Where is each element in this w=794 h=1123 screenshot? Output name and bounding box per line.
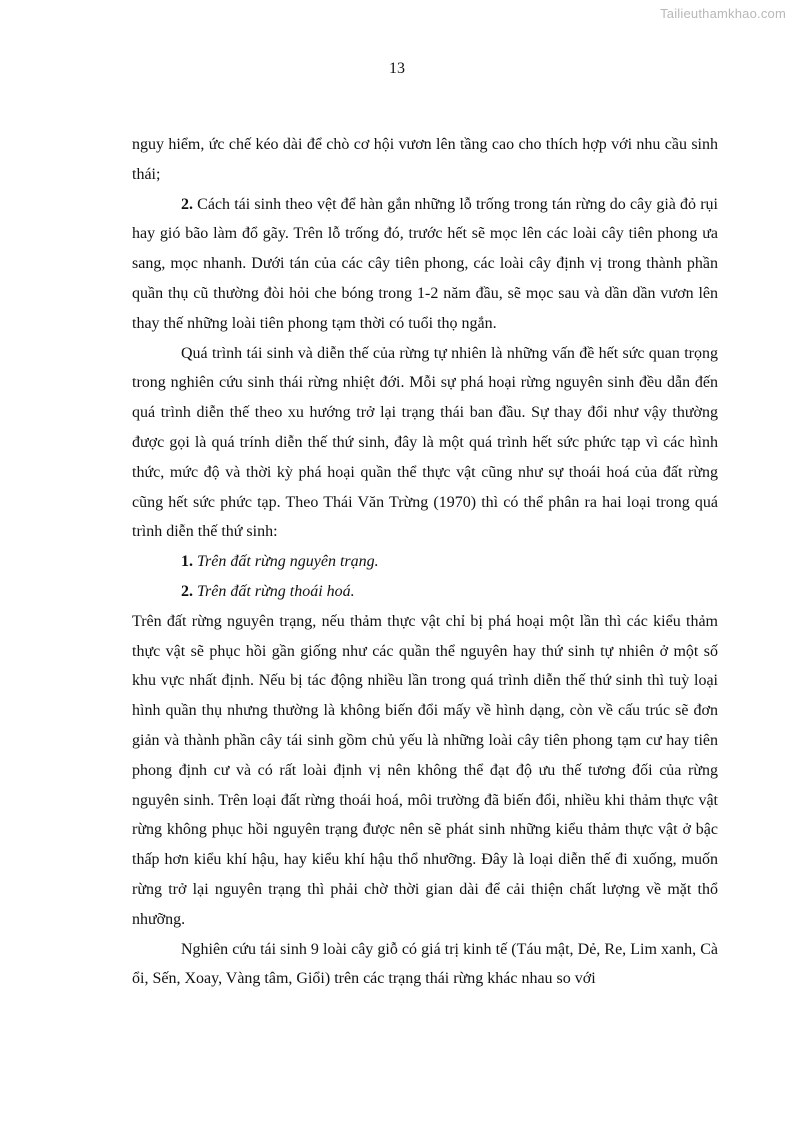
paragraph-number: 2. bbox=[181, 195, 193, 213]
list-item-text: Trên đất rừng thoái hoá. bbox=[193, 582, 355, 600]
paragraph-regeneration-gap bbox=[132, 190, 718, 339]
page-number: 13 bbox=[389, 60, 405, 77]
paragraph-intact-soil-details: Trên đất rừng nguyên trạng, nếu thảm thực vật chỉ bị phá hoại một lần thì các kiểu thảm thực vật sẽ phục hồi gần giống như các quần thể nguyên hay thứ sinh tự nhiên ở một số khu vực nhất định. Nếu bị tác động nhiều lần trong quá trình diễn thế thứ sinh thì tuỳ loại hình quần thụ nhưng thường là không biến đổi mấy về hình dạng, còn về cấu trúc sẽ đơn giản và thành phần cây tái sinh gồm chủ yếu là những loài cây tiên phong tạm cư hay tiên phong định cư và có rất loài định vị nên không thể đạt độ ưu thế tương đối của rừng nguyên sinh. Trên loại đất rừng thoái hoá, môi trường đã biến đổi, nhiều khi thảm thực vật rừng không phục hồi nguyên trạng được nên sẽ phát sinh những kiểu thảm thực vật ở bậc thấp hơn kiểu khí hậu, hay kiểu khí hậu thổ nhưỡng. Đây là loại diễn thế đi xuống, muốn rừng trở lại nguyên trạng thì phải chờ thời gian dài để cải thiện chất lượng về mặt thổ nhưỡng. bbox=[132, 612, 718, 928]
paragraph-timber-species: Nghiên cứu tái sinh 9 loài cây giỗ có giá trị kinh tế (Táu mật, Dẻ, Re, Lim xanh, Cà ổi, Sến, Xoay, Vàng tâm, Giổi) trên các trạng thái rừng khác nhau so với bbox=[132, 940, 718, 988]
watermark-text: Tailieuthamkhao.com bbox=[660, 6, 786, 21]
list-item-number: 1. bbox=[181, 553, 193, 571]
list-item-text: Trên đất rừng nguyên trạng. bbox=[193, 553, 379, 571]
list-item-intact-soil bbox=[132, 547, 718, 577]
list-item-degraded-soil bbox=[132, 577, 718, 607]
paragraph-succession: Quá trình tái sinh và diễn thế của rừng tự nhiên là những vấn đề hết sức quan trọng trong nghiên cứu sinh thái rừng nhiệt đới. Mỗi sự phá hoại rừng nguyên sinh đều dẫn đến quá trình diễn thế theo xu hướng trở lại trạng thái ban đầu. Sự thay đổi như vậy thường được gọi là quá trính diễn thế thứ sinh, đây là một quá trình hết sức phức tạp vì các hình thức, mức độ và thời kỳ phá hoại quần thể thực vật cũng như sự thoái hoá của đất rừng cũng hết sức phức tạp. Theo Thái Văn Trừng (1970) thì có thể phân ra hai loại trong quá trình diễn thế thứ sinh: bbox=[132, 344, 718, 541]
paragraph-text: Cách tái sinh theo vệt để hàn gắn những lỗ trống trong tán rừng do cây già đỏ rụi hay gió bão làm đổ gãy. Trên lỗ trống đó, trước hết sẽ mọc lên các loài cây tiên phong ưa sang, mọc nhanh. Dưới tán của các cây tiên phong, các loài cây định vị trong thành phần quần thụ cũ thường đòi hỏi che bóng trong 1-2 năm đầu, sẽ mọc sau và dần dần vươn lên thay thế những loài tiên phong tạm thời có tuổi thọ ngắn. bbox=[132, 195, 718, 332]
document-body bbox=[132, 130, 718, 994]
paragraph-continuation: nguy hiểm, ức chế kéo dài để chò cơ hội vươn lên tầng cao cho thích hợp với nhu cầu sinh thái; bbox=[132, 136, 718, 183]
list-item-number: 2. bbox=[181, 582, 193, 600]
